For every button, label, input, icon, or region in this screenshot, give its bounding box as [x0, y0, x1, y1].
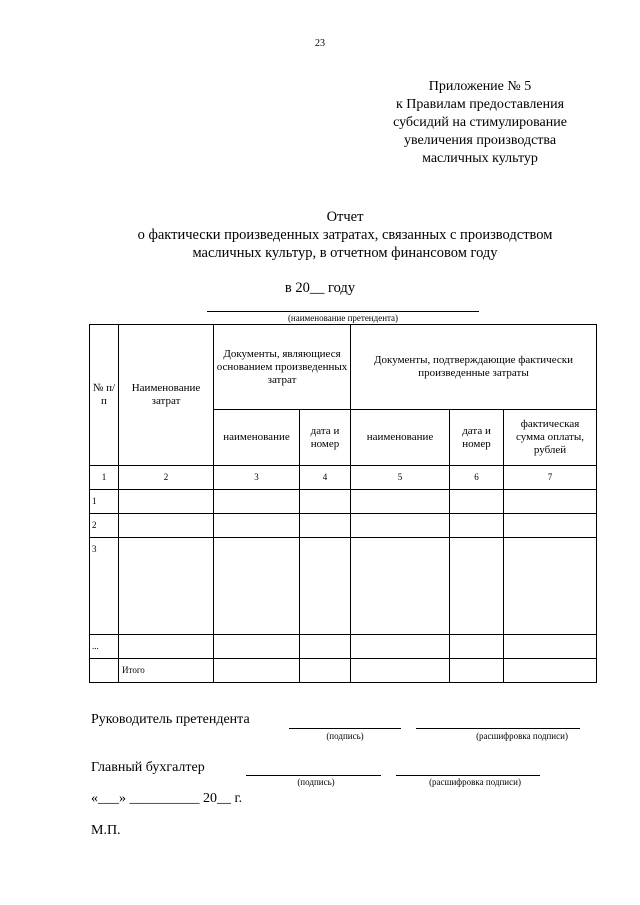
- header-num: № п/п: [90, 325, 119, 466]
- date-line: «___» __________ 20__ г.: [91, 791, 243, 806]
- header-confirm-docs: Документы, подтверждающие фактически произведенные затраты: [351, 325, 597, 410]
- table-cell: [450, 659, 504, 683]
- table-cell: [351, 635, 450, 659]
- column-numbers-row: [90, 466, 597, 490]
- appendix-line: к Правилам предоставления: [395, 97, 565, 112]
- total-row: [90, 659, 597, 683]
- head-signature-line: [289, 728, 401, 729]
- header-cost-name: Наименование затрат: [119, 325, 214, 466]
- head-signature-label: Руководитель претендента: [91, 712, 250, 727]
- row-number: 1: [90, 490, 119, 514]
- table-cell: [504, 514, 597, 538]
- table-cell: [450, 635, 504, 659]
- column-number: 5: [351, 466, 450, 490]
- stamp-place: М.П.: [91, 823, 121, 838]
- table-cell: [351, 659, 450, 683]
- header-doc-name: наименование: [214, 410, 300, 466]
- header-date-number: дата и номер: [300, 410, 351, 466]
- table-cell: [351, 538, 450, 635]
- appendix-line: Приложение № 5: [428, 79, 532, 94]
- table-row: [90, 538, 597, 635]
- row-number: 3: [90, 538, 119, 635]
- accountant-signature-line: [246, 775, 381, 776]
- table-cell: [504, 659, 597, 683]
- table-cell: [214, 635, 300, 659]
- table-cell: [450, 490, 504, 514]
- appendix-line: субсидий на стимулирование: [393, 115, 567, 130]
- table-cell: [119, 635, 214, 659]
- table-cell: [450, 538, 504, 635]
- head-name-caption: (расшифровка подписи): [476, 731, 568, 741]
- table-cell: [119, 514, 214, 538]
- table-cell: [300, 635, 351, 659]
- report-year: в 20__ году: [284, 280, 356, 296]
- page-number: 23: [315, 38, 325, 49]
- applicant-caption: (наименование претендента): [287, 313, 399, 323]
- table-row: [90, 635, 597, 659]
- table-cell: [504, 538, 597, 635]
- table-cell: [300, 538, 351, 635]
- table-row: [90, 490, 597, 514]
- appendix-line: масличных культур: [422, 151, 538, 166]
- table-cell: [351, 490, 450, 514]
- report-title: [60, 208, 630, 262]
- report-title-line: Отчет: [326, 209, 364, 225]
- table-cell: [450, 514, 504, 538]
- column-number: 3: [214, 466, 300, 490]
- costs-table: [89, 324, 597, 683]
- accountant-signature-caption: (подпись): [297, 777, 335, 787]
- appendix-line: увеличения производства: [403, 133, 557, 148]
- column-number: 6: [450, 466, 504, 490]
- row-number: 2: [90, 514, 119, 538]
- header-date-number: дата и номер: [450, 410, 504, 466]
- column-number: 2: [119, 466, 214, 490]
- report-title-line: масличных культур, в отчетном финансовом году: [192, 245, 498, 261]
- header-payment-amount: фактическая сумма оплаты, рублей: [504, 410, 597, 466]
- table-cell: [214, 514, 300, 538]
- head-name-line: [416, 728, 580, 729]
- table-cell: [214, 490, 300, 514]
- table-row: [90, 514, 597, 538]
- report-title-line: о фактически произведенных затратах, связанных с производством: [137, 227, 553, 243]
- table-cell: [300, 514, 351, 538]
- table-cell: [90, 659, 119, 683]
- accountant-name-line: [396, 775, 540, 776]
- table-cell: [300, 659, 351, 683]
- column-number: 7: [504, 466, 597, 490]
- header-basis-docs: Документы, являющиеся основанием произведенных затрат: [214, 325, 351, 410]
- column-number: 1: [90, 466, 119, 490]
- applicant-name-line: [207, 311, 479, 312]
- accountant-name-caption: (расшифровка подписи): [429, 777, 521, 787]
- table-cell: [300, 490, 351, 514]
- appendix-heading: [330, 78, 630, 168]
- table-cell: [119, 538, 214, 635]
- column-number: 4: [300, 466, 351, 490]
- total-label: Итого: [119, 659, 214, 683]
- table-cell: [214, 538, 300, 635]
- table-cell: [214, 659, 300, 683]
- row-number: ...: [90, 635, 119, 659]
- header-doc-name: наименование: [351, 410, 450, 466]
- table-cell: [119, 490, 214, 514]
- table-cell: [504, 490, 597, 514]
- accountant-signature-label: Главный бухгалтер: [91, 760, 205, 775]
- head-signature-caption: (подпись): [326, 731, 364, 741]
- table-cell: [351, 514, 450, 538]
- table-cell: [504, 635, 597, 659]
